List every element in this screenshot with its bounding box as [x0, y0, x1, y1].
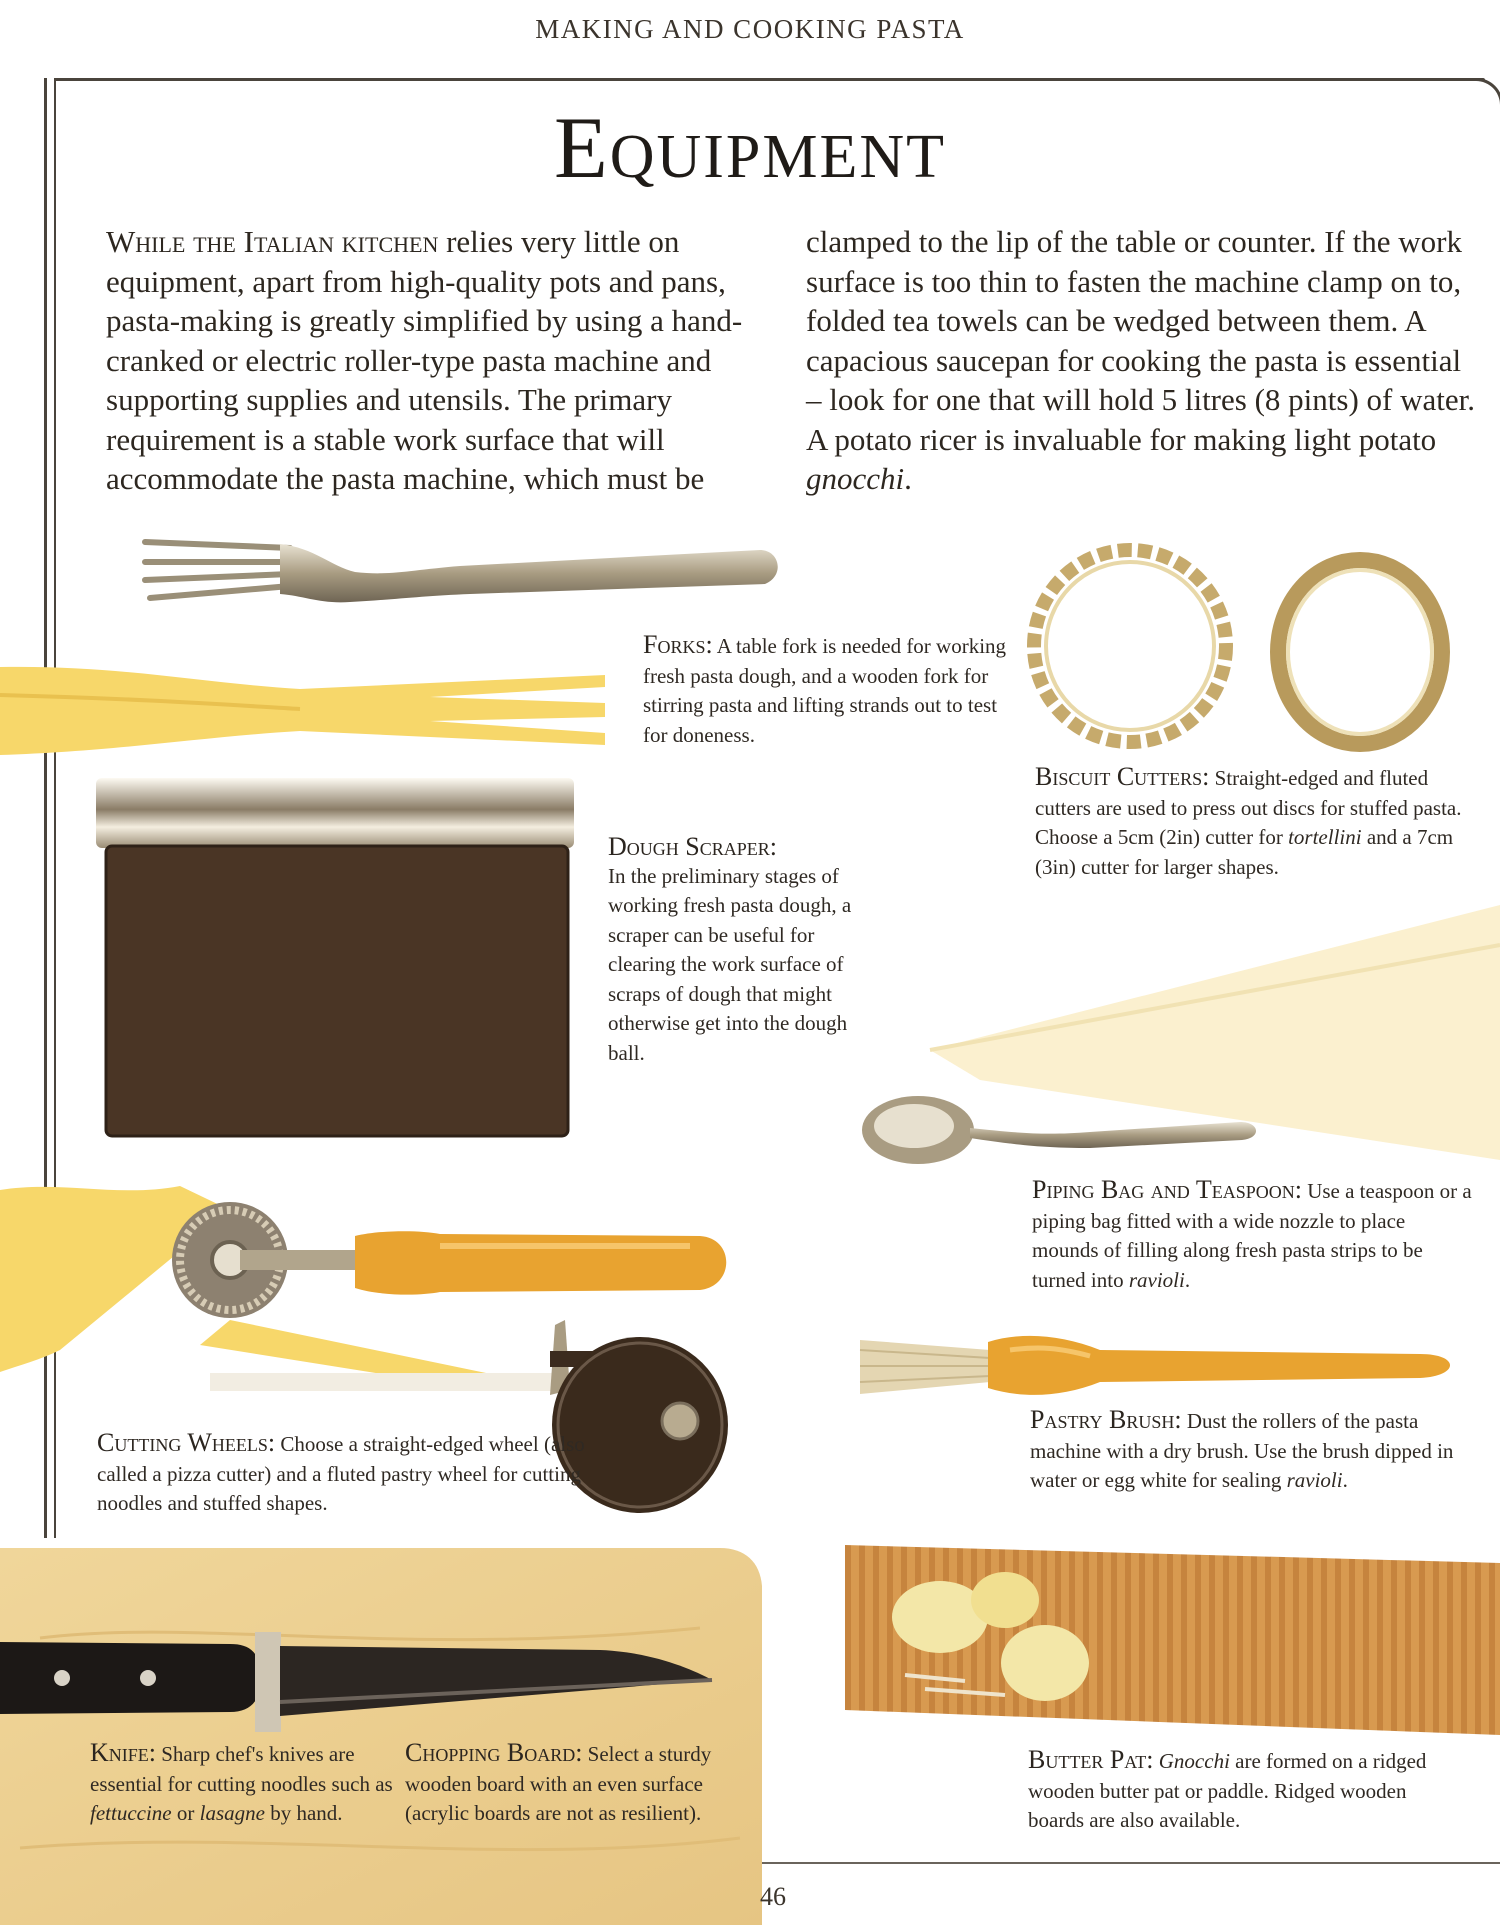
knife-caption-body-2: by hand.	[264, 1801, 343, 1825]
dough-scraper-caption-body: In the preliminary stages of working fresh pasta dough, a scraper can be useful for clearing the work surface of scraps of dough that might otherwise get into the dough ball.	[608, 863, 852, 1065]
fork-icon	[140, 530, 780, 630]
intro-right-text: clamped to the lip of the table or counter. If the work surface is too thin to fasten the machine clamp on to, folded tea towels can be wedged between them. A capacious saucepan for cooking the pasta is essential – look for one that will hold 5 litres (8 pints) of water. A potato ricer is invaluable for making light potato	[806, 224, 1475, 457]
chef-knife-icon	[0, 1632, 720, 1732]
butter-pat-caption	[1028, 1745, 1448, 1836]
dough-scraper-icon	[96, 778, 596, 1138]
chopping-board-icon	[0, 1548, 768, 1925]
intro-left-text: relies very little on equipment, apart from high-quality pots and pans, pasta-making is greatly simplified by using a hand-cranked or electric roller-type pasta machine and supporting supplies and utensils. The primary requirement is a stable work surface that will accommodate the pasta machine, which must be	[106, 224, 743, 496]
piping-bag-caption-body-2: .	[1184, 1267, 1191, 1292]
knife-caption	[90, 1738, 395, 1829]
biscuit-cutters-caption-body-2: and a 7cm (3in) cutter for larger shapes.	[1035, 825, 1454, 879]
chopping-board-caption	[405, 1738, 765, 1829]
butter-pat-caption-body: are formed on a ridged wooden butter pat or paddle. Ridged wooden boards are also available.	[1028, 1749, 1427, 1832]
page-number: 46	[760, 1882, 786, 1911]
running-head: MAKING AND COOKING PASTA	[535, 14, 965, 44]
knife-caption-mid: or	[171, 1801, 200, 1825]
intro-lead: While the Italian kitchen	[106, 224, 439, 259]
forks-caption-head: Forks:	[643, 630, 713, 659]
dough-scraper-caption	[608, 832, 858, 1068]
forks-caption-body: A table fork is needed for working fresh pasta dough, and a wooden fork for stirring pasta and lifting strands out to test for doneness.	[643, 634, 1007, 747]
chopping-board-caption-head: Chopping Board:	[405, 1738, 583, 1767]
intro-column-right	[806, 222, 1476, 499]
butter-pat-icon	[845, 1545, 1500, 1745]
forks-caption	[643, 630, 1023, 750]
wooden-fork-icon	[0, 655, 620, 765]
pastry-brush-caption-body-2: .	[1342, 1468, 1348, 1492]
biscuit-cutters-caption-head: Biscuit Cutters:	[1035, 762, 1210, 791]
intro-column-left	[106, 222, 766, 499]
teaspoon-icon	[860, 1092, 1260, 1182]
piping-bag-caption-head: Piping Bag and Teaspoon:	[1032, 1175, 1302, 1204]
butter-pat-caption-italic: Gnocchi	[1158, 1749, 1230, 1773]
pastry-brush-caption-head: Pastry Brush:	[1030, 1405, 1182, 1434]
pastry-brush-icon	[860, 1320, 1470, 1410]
intro-right-end: .	[904, 461, 912, 496]
knife-caption-head: Knife:	[90, 1738, 156, 1767]
knife-caption-body-1: Sharp chef's knives are essential for cutting noodles such as	[90, 1742, 393, 1796]
piping-bag-caption	[1032, 1175, 1472, 1295]
chopping-board-caption-body: Select a sturdy wooden board with an even surface (acrylic boards are not as resilient).	[405, 1742, 712, 1825]
dough-scraper-caption-head: Dough Scraper:	[608, 832, 777, 861]
pastry-brush-caption	[1030, 1405, 1480, 1496]
piping-bag-caption-body-1: Use a teaspoon or a piping bag fitted with a wide nozzle to place mounds of filling along fresh pasta strips to be turned into	[1032, 1179, 1472, 1292]
piping-bag-caption-italic: ravioli	[1128, 1267, 1185, 1292]
intro-right-italic: gnocchi	[806, 461, 905, 496]
cutting-wheels-caption-head: Cutting Wheels:	[97, 1428, 276, 1457]
biscuit-cutters-caption	[1035, 762, 1475, 882]
knife-caption-italic-2: lasagne	[199, 1801, 265, 1825]
knife-caption-italic-1: fettuccine	[90, 1801, 172, 1825]
pastry-brush-caption-italic: ravioli	[1286, 1468, 1343, 1492]
biscuit-cutter-icon	[1020, 528, 1480, 758]
butter-pat-caption-head: Butter Pat:	[1028, 1745, 1154, 1774]
biscuit-cutters-caption-italic: tortellini	[1288, 825, 1362, 849]
biscuit-cutters-caption-body-1: Straight-edged and fluted cutters are used to press out discs for stuffed pasta. Choose a 5cm (2in) cutter for	[1035, 766, 1462, 849]
pastry-brush-caption-body-1: Dust the rollers of the pasta machine with a dry brush. Use the brush dipped in water or egg white for sealing	[1030, 1409, 1454, 1492]
frame-top-rule	[55, 78, 1485, 81]
page-title: Equipment	[553, 100, 947, 197]
frame-bottom-rule	[760, 1862, 1500, 1864]
cutting-wheels-caption-body: Choose a straight-edged wheel (also called a pizza cutter) and a fluted pastry wheel for cutting noodles and stuffed shapes.	[97, 1432, 585, 1515]
cutting-wheels-caption	[97, 1428, 597, 1519]
